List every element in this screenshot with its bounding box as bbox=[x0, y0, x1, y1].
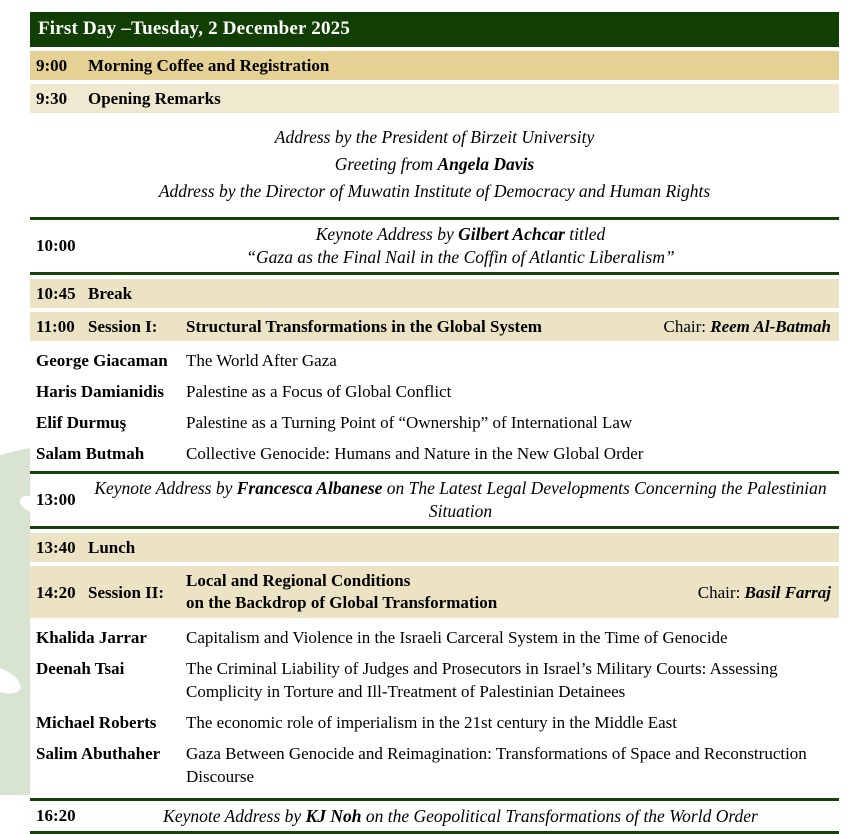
time-label: 14:20 bbox=[36, 582, 76, 602]
talk-title: The economic role of imperialism in the 21st century in the Middle East bbox=[186, 713, 677, 732]
chair-label: Chair: bbox=[663, 317, 711, 336]
row-break bbox=[30, 279, 839, 308]
address-speaker-name: Angela Davis bbox=[437, 154, 535, 174]
row-label: Lunch bbox=[88, 538, 136, 557]
keynote-row-1300 bbox=[30, 471, 839, 529]
chair-label: Chair: bbox=[697, 582, 745, 602]
row-label: Break bbox=[88, 284, 133, 303]
talk-title: The World After Gaza bbox=[186, 351, 337, 370]
talk-title: Palestine as a Focus of Global Conflict bbox=[186, 382, 452, 401]
session-title: Structural Transformations in the Global System bbox=[186, 317, 542, 336]
session1-row bbox=[30, 312, 839, 341]
time-label: 10:00 bbox=[36, 236, 76, 255]
talk-row bbox=[30, 626, 839, 649]
talk-title: The Criminal Liability of Judges and Prosecutors in Israel’s Military Courts: Assessing Complicity in Torture and Ill-Treatment of Palestinian Detainees bbox=[186, 659, 778, 701]
talk-title: Capitalism and Violence in the Israeli Carceral System in the Time of Genocide bbox=[186, 628, 728, 647]
session-title-line1: Local and Regional Conditions bbox=[186, 571, 411, 590]
address-text: Greeting from bbox=[334, 154, 438, 174]
keynote-row-1000 bbox=[30, 217, 839, 275]
schedule-table bbox=[30, 12, 839, 834]
talk-title: Collective Genocide: Humans and Nature in the New Global Order bbox=[186, 444, 644, 463]
talk-row bbox=[30, 442, 839, 465]
session-label: Session II: bbox=[88, 582, 165, 602]
talk-row bbox=[30, 349, 839, 372]
row-morning-coffee bbox=[30, 51, 839, 80]
keynote-speaker-name: KJ Noh bbox=[305, 806, 362, 826]
opening-addresses bbox=[30, 113, 839, 214]
speaker-name: Haris Damianidis bbox=[36, 382, 164, 401]
row-opening-remarks bbox=[30, 84, 839, 113]
talk-row bbox=[30, 711, 839, 734]
speaker-name: Deenah Tsai bbox=[36, 659, 125, 678]
address-line bbox=[30, 154, 839, 175]
day-header bbox=[30, 12, 839, 47]
time-label: 16:20 bbox=[36, 806, 76, 825]
session2-row bbox=[30, 566, 839, 618]
talk-title: Palestine as a Turning Point of “Ownership” of International Law bbox=[186, 413, 633, 432]
keynote-text: Keynote Address by KJ Noh on the Geopolitical Transformations of the World Order bbox=[163, 806, 758, 826]
session-chair bbox=[664, 316, 834, 337]
time-label: 13:00 bbox=[36, 490, 76, 509]
speaker-name: Khalida Jarrar bbox=[36, 628, 147, 647]
keynote-text bbox=[88, 223, 833, 269]
time-label: 11:00 bbox=[36, 317, 75, 336]
address-text: Address by the President of Birzeit University bbox=[274, 127, 595, 147]
talk-row bbox=[30, 657, 839, 703]
keynote-speaker-name: Francesca Albanese bbox=[236, 478, 383, 498]
speaker-name: Elif Durmuş bbox=[36, 413, 127, 432]
talk-title: Gaza Between Genocide and Reimagination: Transformations of Space and Reconstruction Discourse bbox=[186, 744, 807, 786]
talk-row bbox=[30, 411, 839, 434]
address-line bbox=[30, 181, 839, 202]
speaker-name: Salam Butmah bbox=[36, 444, 145, 463]
session-label: Session I: bbox=[88, 317, 158, 336]
chair-name: Basil Farraj bbox=[744, 582, 831, 602]
keynote-speaker-name: Gilbert Achcar bbox=[458, 224, 565, 244]
time-label: 9:30 bbox=[36, 89, 68, 108]
keynote-row-1620 bbox=[30, 798, 839, 834]
row-label: Morning Coffee and Registration bbox=[88, 56, 330, 75]
session-chair bbox=[698, 582, 833, 603]
address-line bbox=[30, 127, 839, 148]
session-title bbox=[186, 570, 698, 614]
row-label: Opening Remarks bbox=[88, 89, 221, 108]
chair-name: Reem Al-Batmah bbox=[710, 317, 831, 336]
time-label: 13:40 bbox=[36, 538, 76, 557]
address-text: Address by the Director of Muwatin Institute of Democracy and Human Rights bbox=[158, 181, 711, 201]
keynote-text: Keynote Address by Francesca Albanese on The Latest Legal Developments Concerning the Palestinian Situation bbox=[94, 478, 827, 521]
speaker-name: George Giacaman bbox=[36, 351, 168, 370]
keynote-title-line: “Gaza as the Final Nail in the Coffin of Atlantic Liberalism” bbox=[246, 247, 675, 267]
speaker-name: Michael Roberts bbox=[36, 713, 157, 732]
time-label: 9:00 bbox=[36, 56, 68, 75]
day-header-title: First Day –Tuesday, 2 December 2025 bbox=[38, 18, 351, 39]
time-label: 10:45 bbox=[36, 284, 76, 303]
row-lunch bbox=[30, 533, 839, 562]
session-title-line2: on the Backdrop of Global Transformation bbox=[186, 593, 498, 612]
talk-row bbox=[30, 742, 839, 788]
speaker-name: Salim Abuthaher bbox=[36, 744, 161, 763]
talk-row bbox=[30, 380, 839, 403]
keynote-line: Keynote Address by Gilbert Achcar titled bbox=[315, 224, 606, 244]
